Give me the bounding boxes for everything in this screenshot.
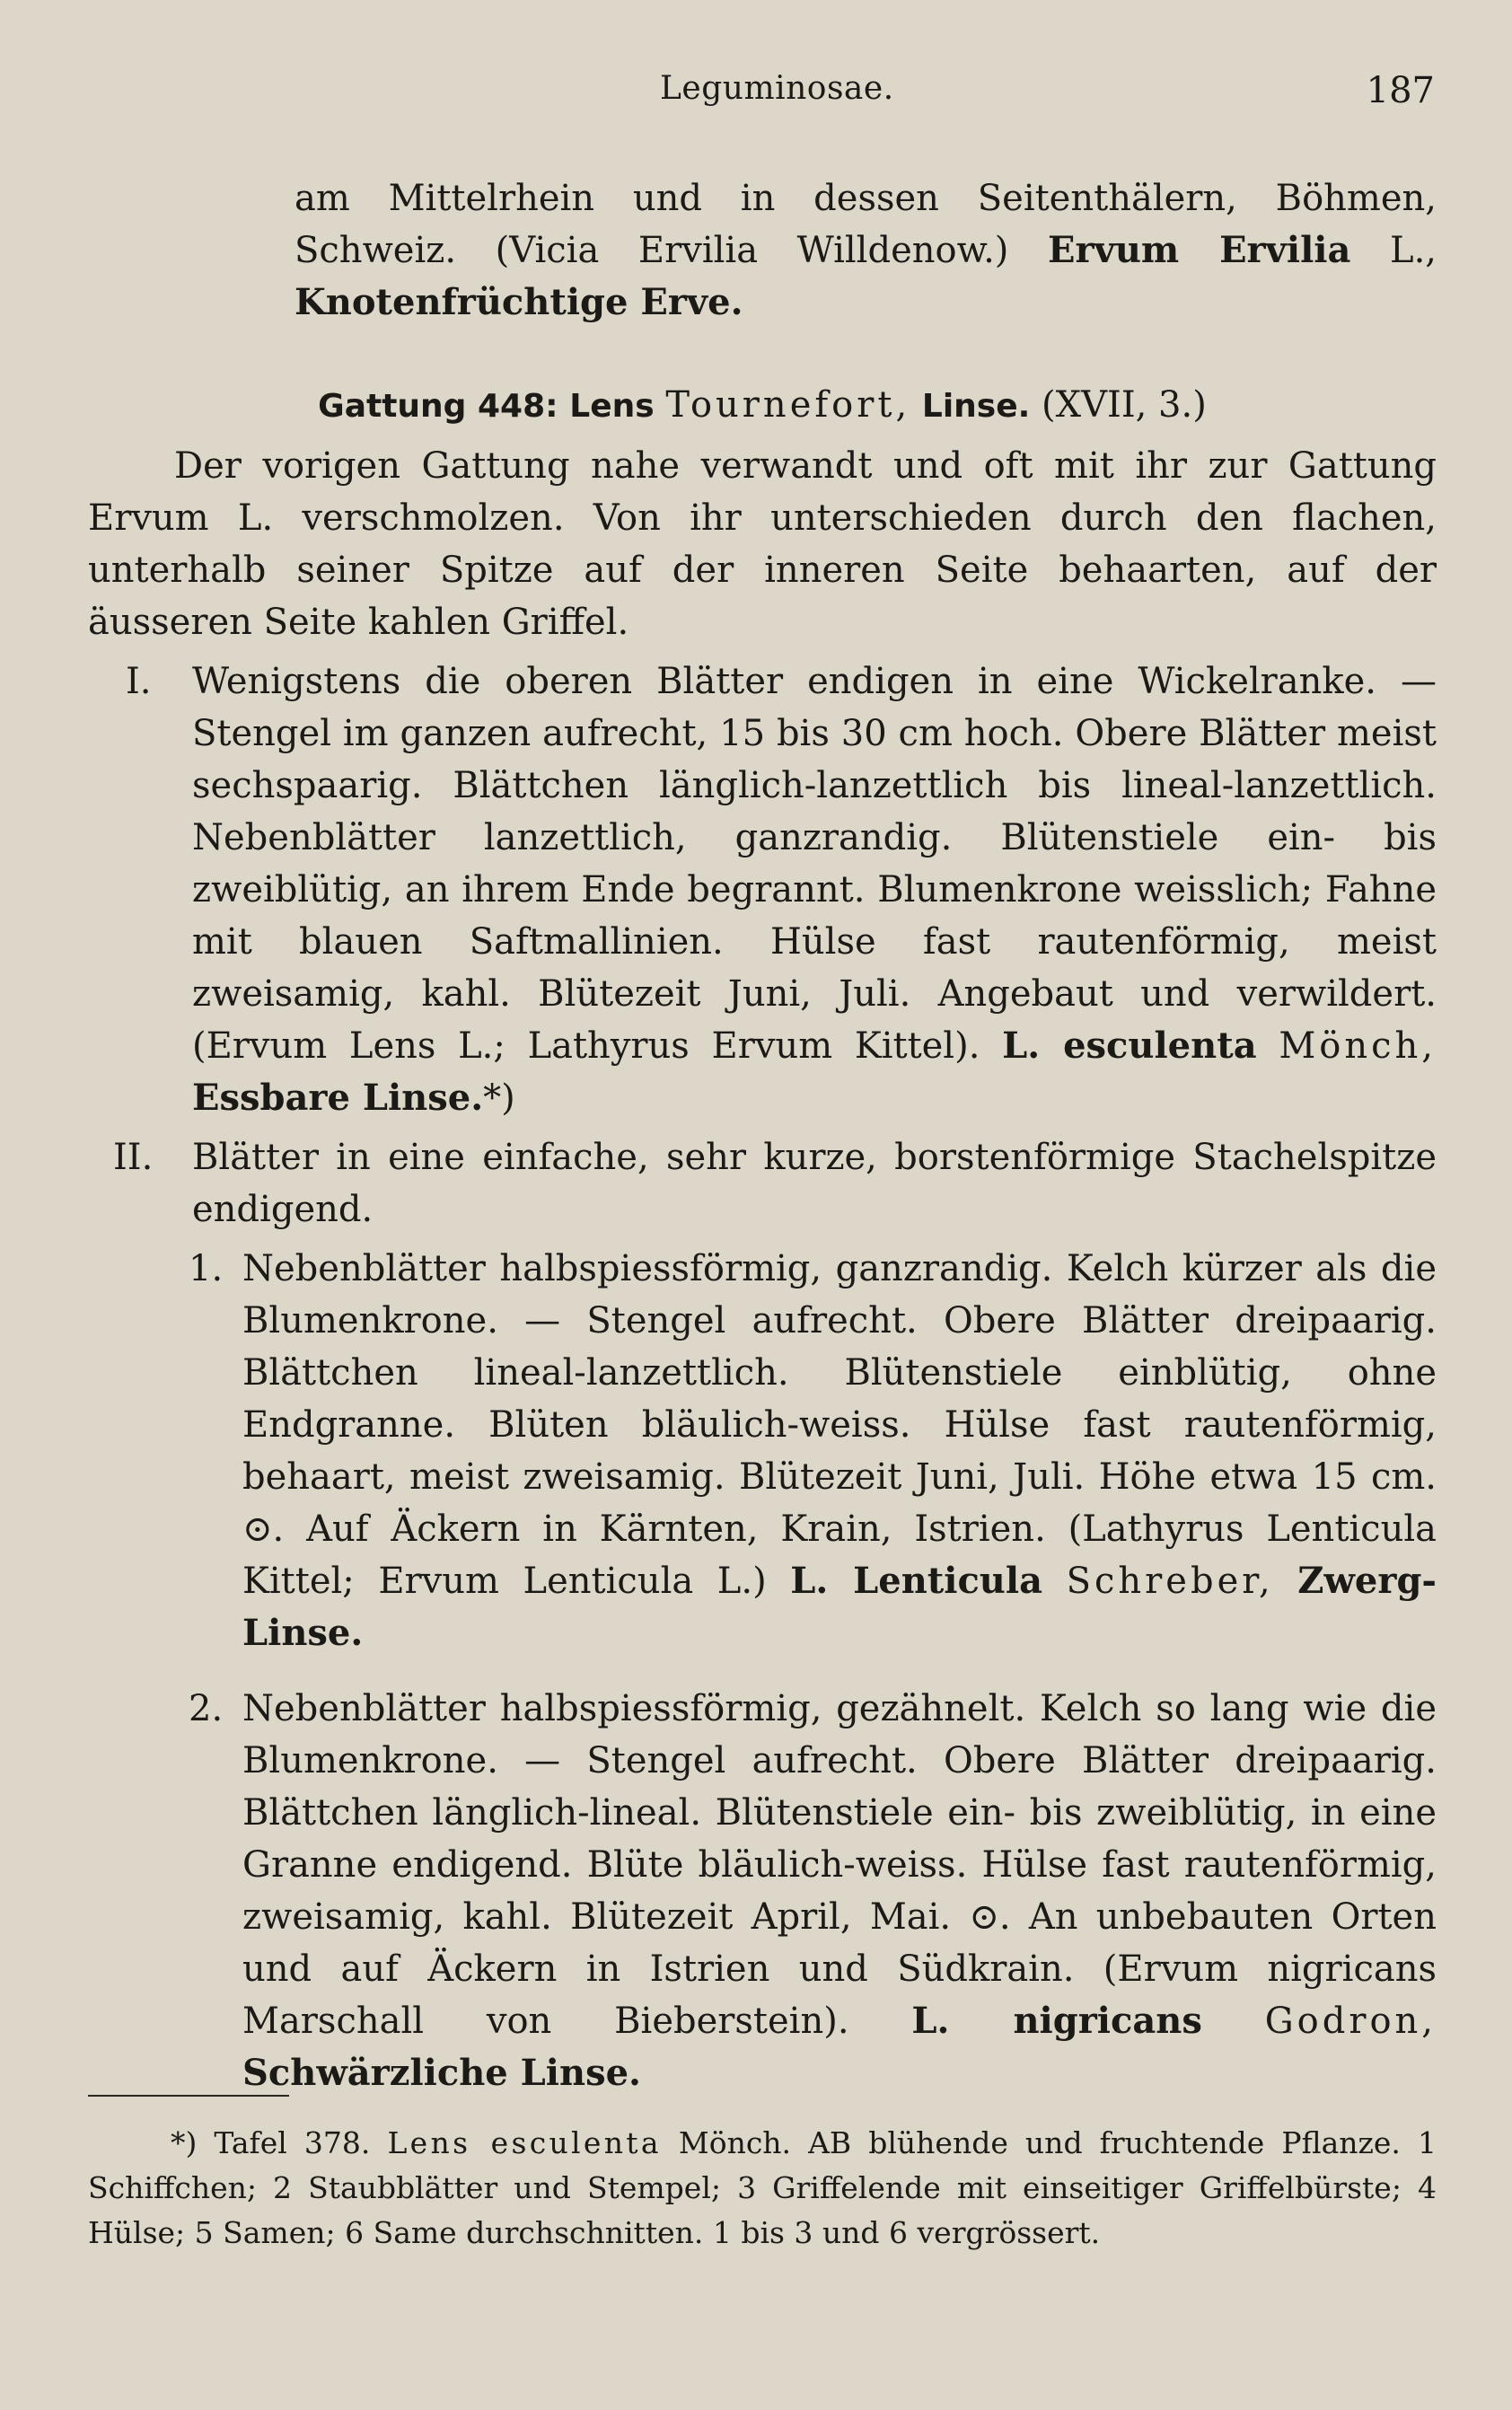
species-common-name: Essbare Linse. <box>192 1077 484 1119</box>
species-common-name: Zwerg-Linse. <box>242 1560 1437 1654</box>
footnote-mark: *) <box>483 1077 515 1119</box>
genus-plate-ref: (XVII, 3.) <box>1042 384 1207 426</box>
species-author: Mönch, <box>1279 1025 1437 1067</box>
footnote-rule <box>88 2095 289 2097</box>
key-text: Nebenblätter halbspiessförmig, ganzrandig. Kelch kürzer als die Blumenkrone. — Stengel aufrecht. Obere Blätter dreipaarig. Blättchen lineal-lanzettlich. Blütenstiele einblütig, ohne Endgranne. Blüten bläulich-weiss. Hülse fast rautenförmig, behaart, meist zweisamig. Blütezeit Juni, Juli. Höhe etwa 15 cm. ⊙. Auf Äckern in Kärnten, Krain, Istrien. (Lathyrus Lenticula Kittel; Ervum Lenticula L.) <box>242 1248 1437 1602</box>
species-author: Godron, <box>1264 2001 1437 2042</box>
key-text: Nebenblätter halbspiessförmig, gezähnelt. Kelch so lang wie die Blumenkrone. — Stengel aufrecht. Obere Blätter dreipaarig. Blättchen länglich-lineal. Blütenstiele ein- bis zweiblütig, in eine Granne endigend. Blüte bläulich-weiss. Hülse fast rautenförmig, zweisamig, kahl. Blütezeit April, Mai. ⊙. An unbebauten Orten und auf Äckern in Istrien und Südkrain. (Ervum nigricans Marschall von Bieberstein). <box>242 1688 1437 2042</box>
species-author: Schreber, <box>1066 1561 1274 1602</box>
genus-heading <box>88 379 1437 433</box>
key-item-one <box>88 655 1437 1124</box>
footnote-mark-label: *) Tafel 378. <box>171 2125 371 2160</box>
key-item-two <box>88 1131 1437 1236</box>
genus-name: Lens <box>569 388 655 425</box>
page-header <box>0 70 1512 124</box>
genus-description: Der vorigen Gattung nahe verwandt und oft mit ihr zur Gattung Ervum L. verschmolzen. Von ihr unterschieden durch den flachen, unterhalb seiner Spitze auf der inneren Seite behaarten, auf der äusseren Seite kahlen Griffel. <box>88 445 1437 643</box>
key-subitem-1 <box>88 1243 1437 1659</box>
species-name: L. Lenticula <box>790 1560 1043 1602</box>
species-common-name: Schwärzliche Linse. <box>242 2052 641 2094</box>
key-text: Blätter in eine einfache, sehr kurze, borstenförmige Stachelspitze endigend. <box>192 1137 1437 1230</box>
footnote <box>88 2121 1437 2256</box>
genus-label: Gattung 448: <box>318 388 558 425</box>
key-subitem-2 <box>88 1683 1437 2099</box>
intro-species-name: Ervum Ervilia <box>1048 229 1351 271</box>
intro-continuation <box>294 172 1437 329</box>
key-number: I. <box>126 661 152 702</box>
key-text: Wenigstens die oberen Blätter endigen in eine Wickelranke. — Stengel im ganzen aufrecht, 15 bis 30 cm hoch. Obere Blätter meist sechspaarig. Blättchen länglich-lanzettlich bis lineal-lanzettlich. Nebenblätter lanzettlich, ganzrandig. Blütenstiele ein- bis zweiblütig, an ihrem Ende begrannt. Blumenkrone weisslich; Fahne mit blauen Saftmallinien. Hülse fast rautenförmig, meist zweisamig, kahl. Blütezeit Juni, Juli. Angebaut und verwildert. (Ervum Lens L.; Lathyrus Ervum Kittel). <box>192 661 1437 1067</box>
intro-text: am Mittelrhein und in dessen Seitenthälern, Böhmen, Schweiz. (Vicia Ervilia Willdenow.) <box>294 178 1437 271</box>
page-body <box>88 172 1437 2099</box>
intro-author: L., <box>1390 230 1437 271</box>
species-name: L. esculenta <box>1002 1025 1257 1067</box>
running-title: Leguminosae. <box>660 70 894 107</box>
footnote-species: Lens esculenta <box>387 2125 662 2160</box>
intro-common-name: Knotenfrüchtige Erve. <box>294 281 743 323</box>
footnote-text: Mönch. AB blühende und fruchtende Pflanze. 1 Schiffchen; 2 Staubblätter und Stempel; 3 Griffelende mit einseitiger Griffelbürste; 4 Hülse; 5 Samen; 6 Same durchschnitten. 1 bis 3 und 6 vergrössert. <box>88 2125 1437 2250</box>
key-number: II. <box>113 1137 154 1178</box>
species-name: L. nigricans <box>911 2000 1202 2042</box>
genus-common-name: Linse. <box>921 388 1031 425</box>
key-number: 2. <box>189 1688 224 1729</box>
page-number: 187 <box>1366 70 1435 111</box>
key-number: 1. <box>189 1248 224 1289</box>
genus-author: Tournefort, <box>665 384 911 426</box>
